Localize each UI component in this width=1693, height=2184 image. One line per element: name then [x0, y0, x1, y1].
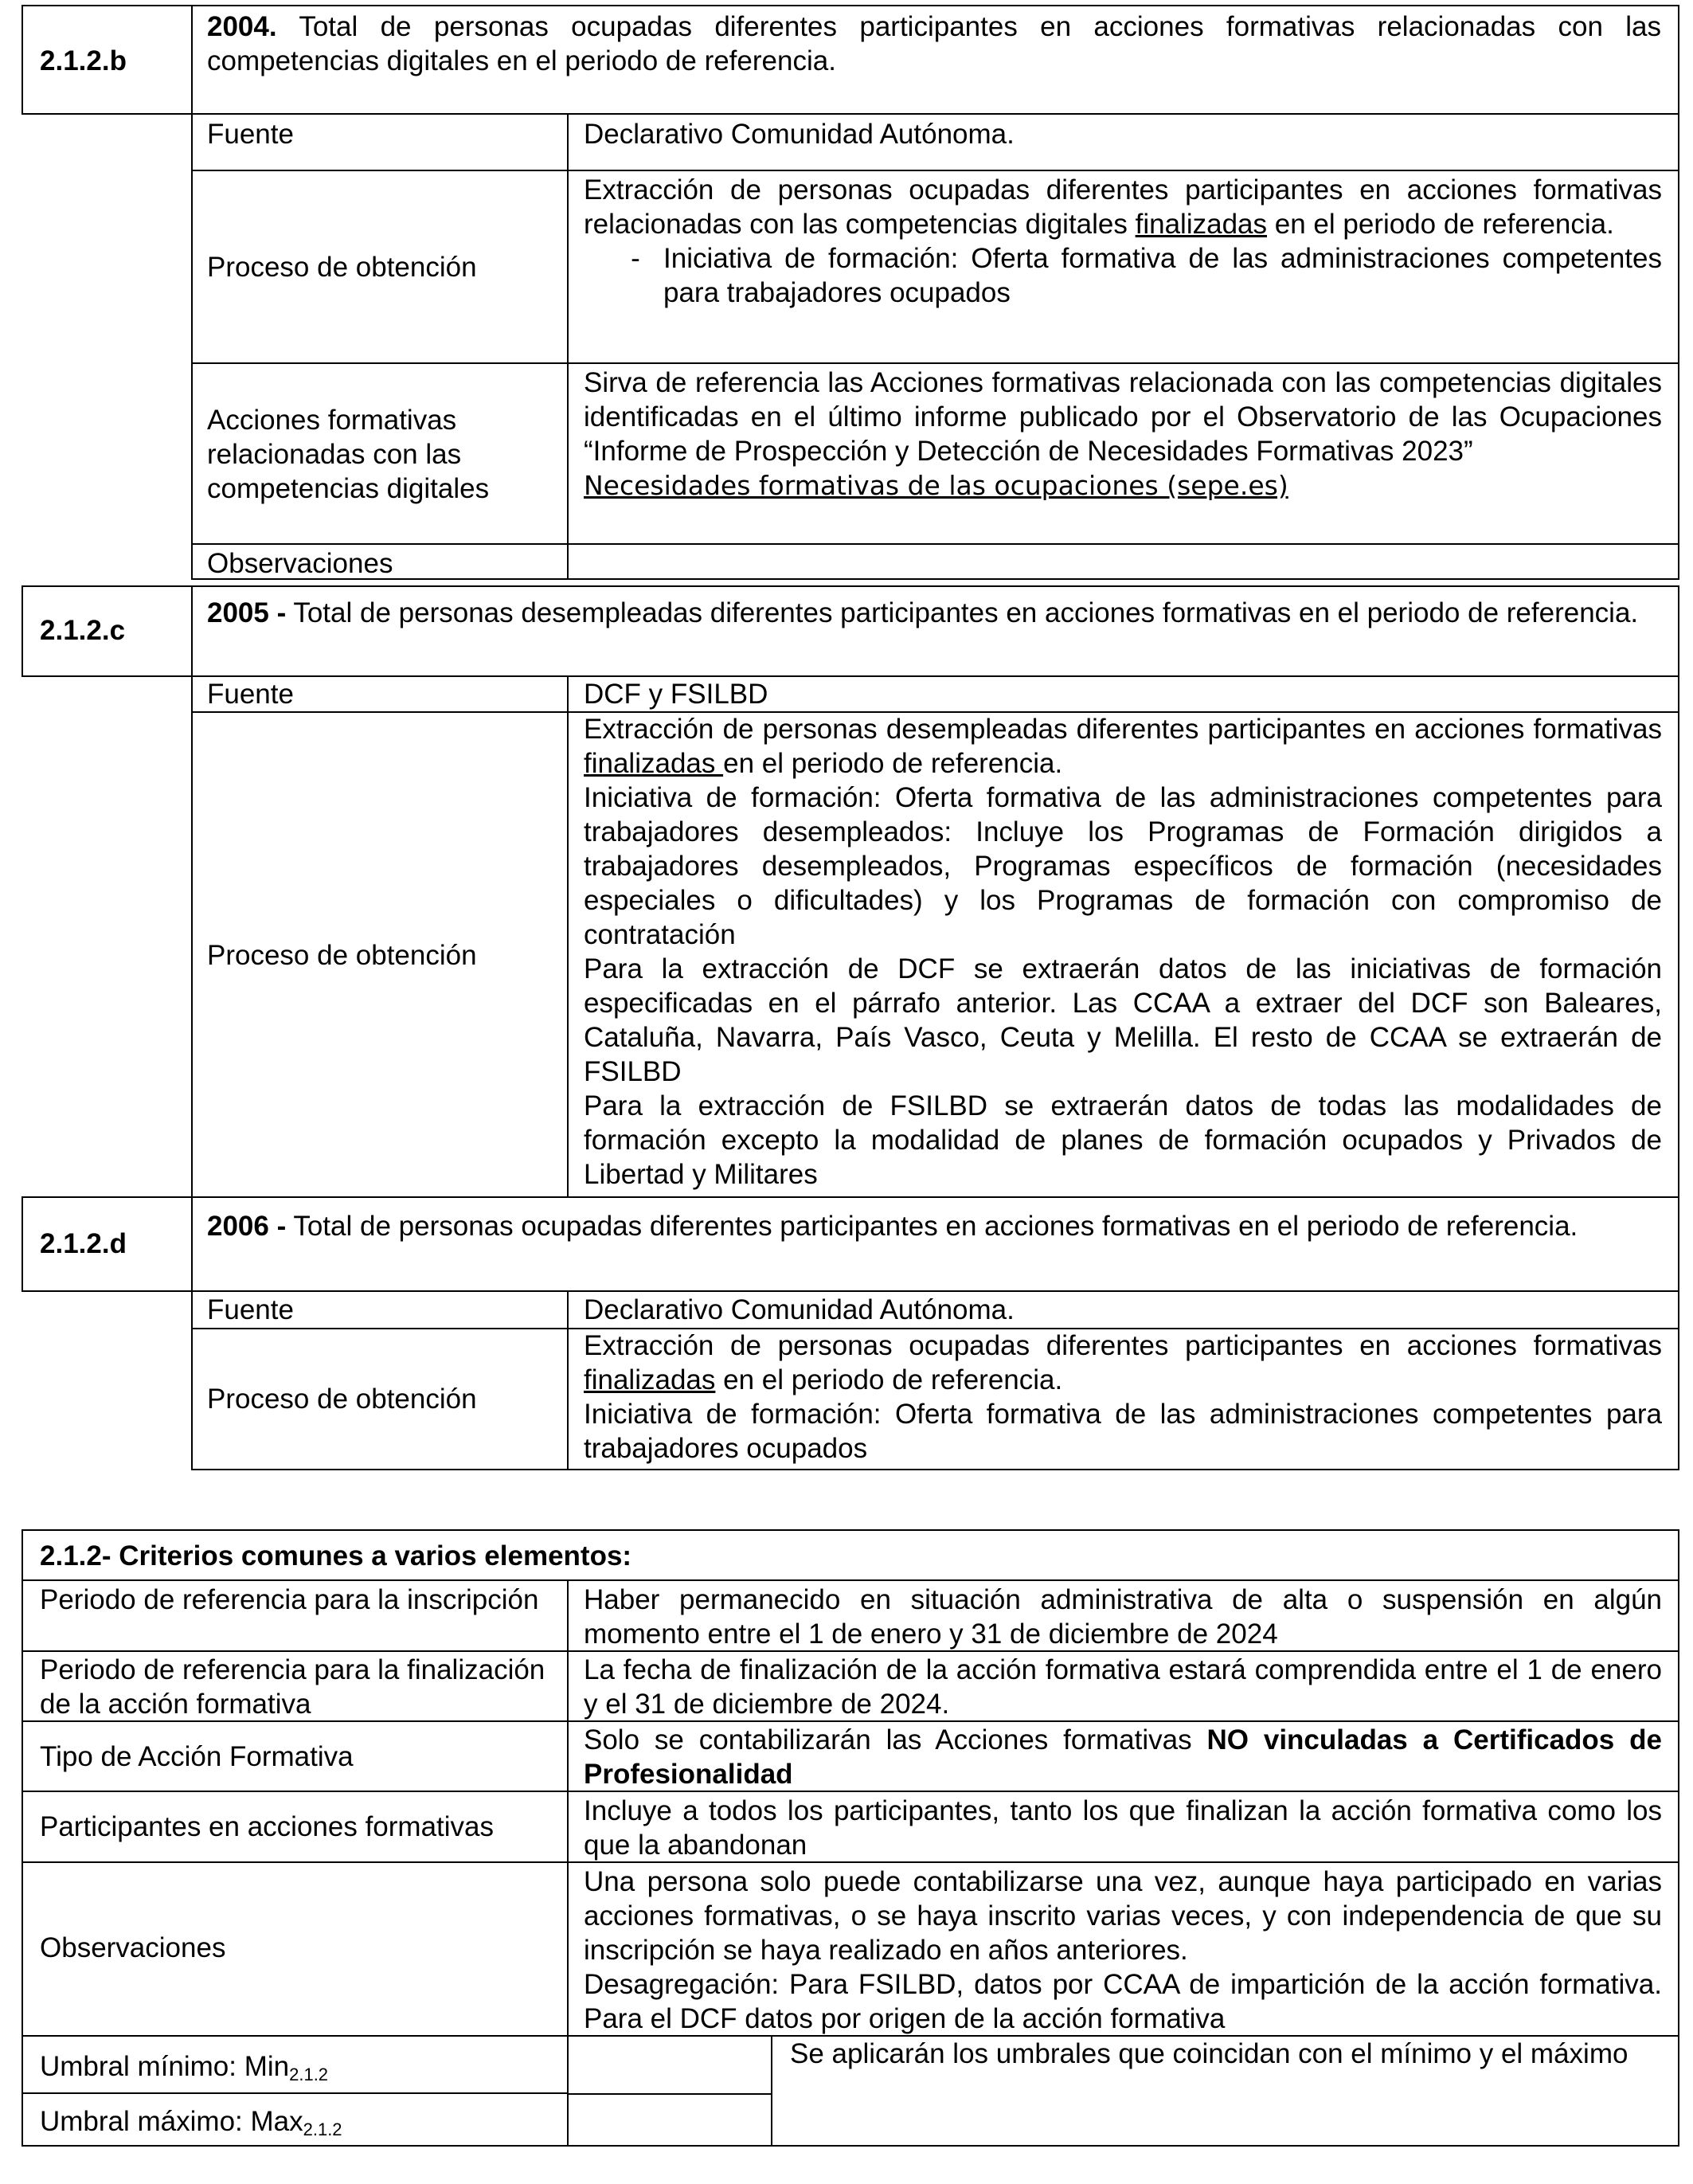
criterio-label: Tipo de Acción Formativa — [40, 1741, 354, 1772]
criterio-value: Solo se contabilizarán las Acciones formativas NO vinculadas a Certificados de Profesionalidad — [584, 1724, 1662, 1790]
fuente-value: DCF y FSILBD — [584, 679, 768, 710]
umbral-note: Se aplicarán los umbrales que coincidan con el mínimo y el máximo — [790, 2038, 1628, 2069]
acciones-label: Acciones formativas relacionadas con las competencias digitales — [207, 405, 490, 504]
criterio-value: Haber permanecido en situación administrativa de alta o suspensión en algún momento entre el 1 de enero y 31 de diciembre de 2024 — [584, 1584, 1662, 1650]
umbral-min-input[interactable] — [567, 2035, 772, 2095]
fuente-label: Fuente — [207, 1294, 294, 1325]
section-title: 2004. Total de personas ocupadas diferentes participantes en acciones formativas relacionadas con las competencias digitales en el periodo de referencia. — [207, 11, 1662, 76]
proceso-label: Proceso de obtención — [207, 940, 477, 971]
umbral-max-label: Umbral máximo: Max$_{2.1.2}$ — [40, 2106, 342, 2139]
section-code: 2.1.2.c — [40, 615, 126, 646]
section-title: 2006 - Total de personas ocupadas diferentes participantes en acciones formativas en el periodo de referencia. — [207, 1211, 1578, 1242]
criterio-value: Incluye a todos los participantes, tanto los que finalizan la acción formativa como los que la abandonan — [584, 1795, 1662, 1861]
criterio-value: La fecha de finalización de la acción formativa estará comprendida entre el 1 de enero y el 31 de diciembre de 2024. — [584, 1654, 1662, 1720]
criterio-label: Observaciones — [40, 1932, 226, 1963]
list-item: - Iniciativa de formación: Oferta formativa de las administraciones competentes para trabajadores ocupados — [631, 243, 1662, 308]
fuente-label: Fuente — [207, 119, 294, 150]
section-code: 2.1.2.d — [40, 1228, 127, 1259]
observaciones-label: Observaciones — [207, 548, 393, 579]
proceso-label: Proceso de obtención — [207, 1384, 477, 1415]
proceso-value: Extracción de personas desempleadas diferentes participantes en acciones formativas finalizadas en el periodo de referencia. Iniciativa de formación: Oferta formativa de las administraciones competentes para trabajadores desempleados: Incluye los Programas de Formación dirigidos a trabajadores desempleados, Programas específicos de formación (necesidades especiales o dificultades) y los Programas de formación con compromiso de contratación Para la extracción de DCF se extraerán datos de las iniciativas de formación especificadas en el párrafo anterior. Las CCAA a extraer del DCF son Baleares, Cataluña, Navarra, País Vasco, Ceuta y Melilla. El resto de CCAA se extraerán de FSILBD Para la extracción de FSILBD se extraerán datos de todas las modalidades de formación excepto la modalidad de planes de formación ocupados y Privados de Libertad y Militares — [584, 714, 1662, 1190]
proceso-value: Extracción de personas ocupadas diferentes participantes en acciones formativas relacionadas con las competencias digitales finalizadas en el periodo de referencia. - Iniciativa de formación: Oferta formativa de las administraciones competentes para trabajadores ocupados — [584, 174, 1662, 308]
criterios-title: 2.1.2- Criterios comunes a varios elementos: — [40, 1540, 632, 1571]
criterio-label: Participantes en acciones formativas — [40, 1811, 494, 1842]
criterio-label: Periodo de referencia para la finalización de la acción formativa — [40, 1654, 545, 1720]
umbral-min-label: Umbral mínimo: Min$_{2.1.2}$ — [40, 2051, 329, 2084]
proceso-label: Proceso de obtención — [207, 252, 477, 283]
acciones-value: Sirva de referencia las Acciones formativas relacionada con las competencias digitales identificadas en el último informe publicado por el Observatorio de las Ocupaciones “Informe de Prospección y Detección de Necesidades Formativas 2023” Necesidades formativas de las ocupaciones (sepe.es) — [584, 367, 1662, 501]
umbral-max-input[interactable] — [567, 2093, 772, 2147]
section-title: 2005 - Total de personas desempleadas diferentes participantes en acciones formativas en el periodo de referencia. — [207, 597, 1639, 628]
criterio-label: Periodo de referencia para la inscripción — [40, 1584, 539, 1615]
sepe-link[interactable]: Necesidades formativas de las ocupaciones (sepe.es) — [584, 470, 1288, 501]
criterio-value: Una persona solo puede contabilizarse una vez, aunque haya participado en varias acciones formativas, o se haya inscrito varias veces, y con independencia de que su inscripción se haya realizado en años anteriores. Desagregación: Para FSILBD, datos por CCAA de impartición de la acción formativa. Para el DCF datos por origen de la acción formativa — [584, 1866, 1662, 2034]
fuente-value: Declarativo Comunidad Autónoma. — [584, 1294, 1015, 1325]
proceso-value: Extracción de personas ocupadas diferentes participantes en acciones formativas finalizadas en el periodo de referencia. Iniciativa de formación: Oferta formativa de las administraciones competentes para trabajadores ocupados — [584, 1330, 1662, 1464]
section-code: 2.1.2.b — [40, 45, 127, 76]
fuente-label: Fuente — [207, 679, 294, 710]
fuente-value: Declarativo Comunidad Autónoma. — [584, 119, 1015, 150]
